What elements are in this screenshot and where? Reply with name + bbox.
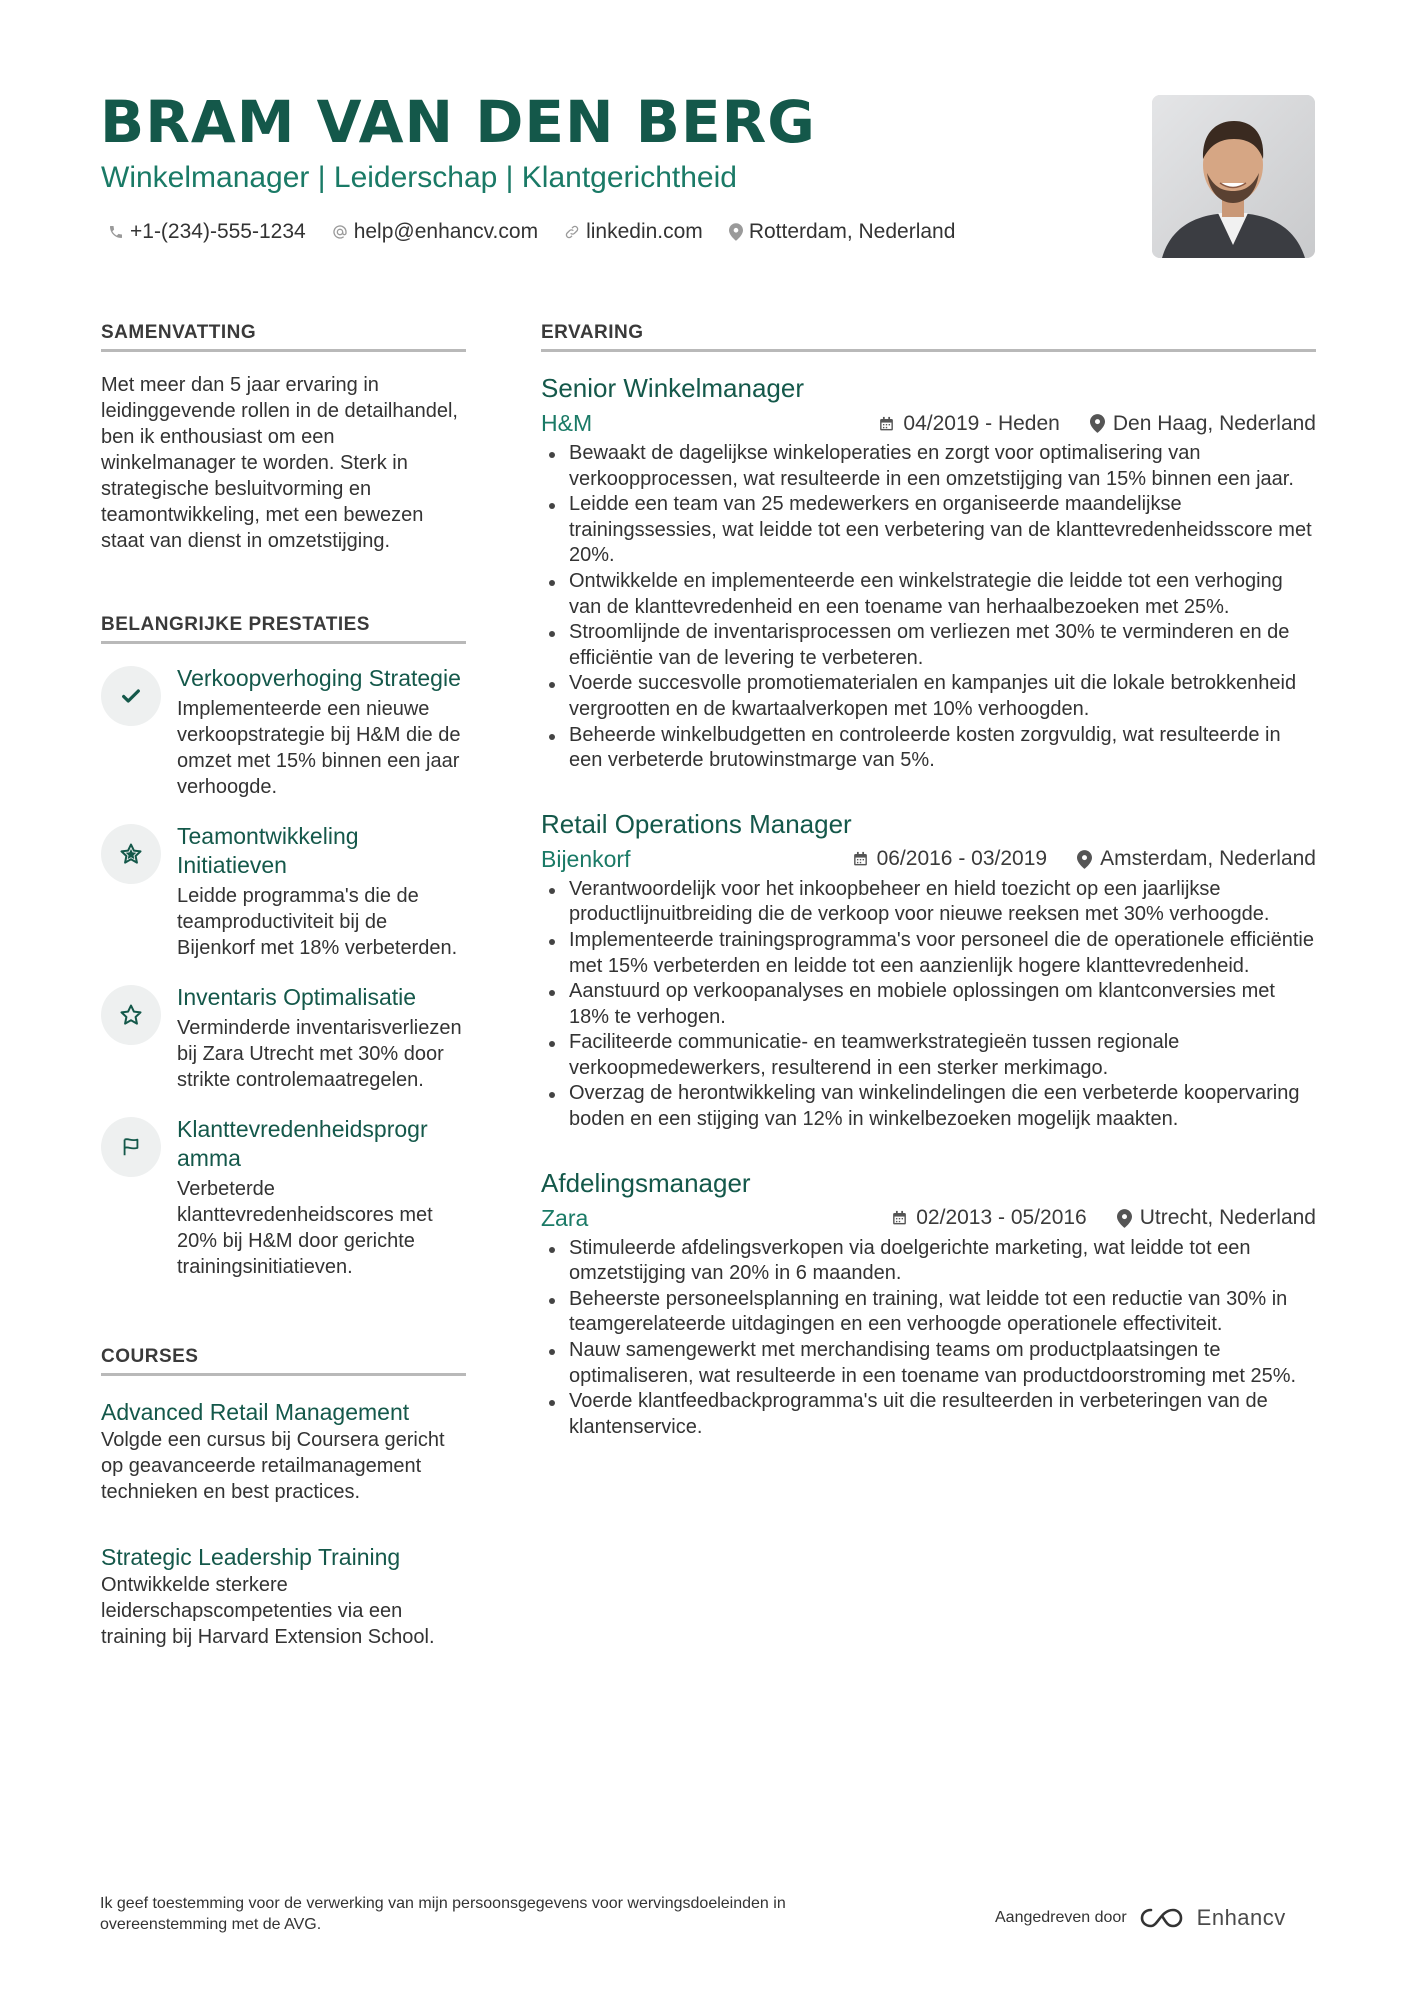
job-bullet: Ontwikkelde en implementeerde een winkelstrategie die leidde tot een verhoging van de klanttevredenheid en een toename van herhaalbezoeken met 25%. [541,569,1316,620]
right-column [541,322,1316,1440]
calendar-icon [891,1209,908,1227]
star-outline-icon [119,1003,143,1027]
course-item [101,1543,466,1650]
achievement-name: Inventaris Optimalisatie [177,984,417,1010]
powered-by[interactable] [995,1905,1286,1931]
at-icon [332,224,348,240]
achievement-name: Verkoopverhoging Strategie [177,665,461,691]
consent-text: Ik geef toestemming voor de verwerking van mijn persoonsgegevens voor wervingsdoeleinden in overeenstemming met de AVG. [100,1895,786,1933]
job-location: Utrecht, Nederland [1139,1206,1316,1230]
achievements-list [101,664,466,1280]
powered-by-label: Aangedreven door [995,1909,1127,1926]
contact-email[interactable] [332,220,538,244]
location-pin-icon [729,223,743,241]
achievement-desc: Leidde programma's die de teamproductiviteit bij de Bijenkorf met 18% verbeterden. [177,885,458,959]
course-desc: Volgde een cursus bij Coursera gericht op geavanceerde retailmanagement technieken en best practices. [101,1429,445,1503]
contact-bar [108,220,955,244]
summary-text: Met meer dan 5 jaar ervaring in leidinggevende rollen in de detailhandel, ben ik enthousiast om een winkelmanager te worden. Sterk in strategische besluitvorming en teamontwikkeling, met een bewezen staat van dienst in omzetstijging. [101,374,458,552]
job-bullet: Voerde succesvolle promotiematerialen en kampanjes uit die lokale betrokkenheid vergrootten en de kwartaalverkopen met 10% verhoogden. [541,671,1316,722]
course-name: Advanced Retail Management [101,1399,410,1425]
location-pin-icon [1077,850,1092,869]
job-location: Den Haag, Nederland [1112,411,1316,435]
contact-location-text: Rotterdam, Nederland [748,220,956,243]
job-entry [541,1167,1316,1441]
job-dates: 06/2016 - 03/2019 [876,847,1048,871]
job-bullet: Overzag de herontwikkeling van winkelindelingen die een verbeterde koopervaring boden en een stijging van 12% in winkelbezoeken mogelijk maakten. [541,1081,1316,1132]
experience-section-title: ERVARING [541,322,1316,352]
job-company: H&M [541,410,593,436]
headline: Winkelmanager | Leiderschap | Klantgerichtheid [101,161,737,194]
job-company: Bijenkorf [541,845,631,872]
job-title: Afdelingsmanager [541,1167,751,1198]
link-icon [564,224,580,240]
left-column [101,322,466,1650]
job-bullet: Bewaakt de dagelijkse winkeloperaties en zorgt voor optimalisering van verkoopprocessen, wat resulteerde in een omzetstijging van 15% binnen een jaar. [541,441,1316,492]
enhancv-logo-icon [1139,1906,1185,1930]
contact-linkedin-text: linkedin.com [586,220,703,243]
achievement-desc: Implementeerde een nieuwe verkoopstrategie bij H&M die de omzet met 15% binnen een jaar verhoogde. [177,698,461,798]
location-pin-icon [1117,1209,1132,1228]
job-title: Senior Winkelmanager [541,373,805,403]
achievement-name: Teamontwikkeling Initiatieven [177,823,359,878]
calendar-icon [852,850,869,868]
job-bullet: Stroomlijnde de inventarisprocessen om verliezen met 30% te verminderen en de efficiëntie van de levering te verbeteren. [541,620,1316,671]
job-company: Zara [541,1204,589,1231]
contact-location [729,220,956,244]
job-bullets [541,441,1316,774]
job-bullet: Faciliteerde communicatie- en teamwerkstrategieën tussen regionale verkoopmedewerkers, resulterend in een sterker merkimago. [541,1030,1316,1081]
job-bullet: Leidde een team van 25 medewerkers en organiseerde maandelijkse trainingssessies, wat leidde tot een verbetering van de klanttevredenheidsscore met 20%. [541,492,1316,569]
achievement-item [101,664,466,800]
phone-icon [108,224,124,240]
job-bullet: Nauw samengewerkt met merchandising teams om productplaatsingen te optimaliseren, wat resulteerde in een toename van productdoorstroming met 25%. [541,1338,1316,1389]
achievement-name: Klanttevredenheidsprogr amma [177,1116,428,1171]
job-bullets [541,877,1316,1133]
profile-photo [1152,95,1315,258]
achievement-item [101,1115,466,1280]
contact-phone[interactable] [108,220,306,244]
summary-section-title: SAMENVATTING [101,322,466,352]
courses-section-title: COURSES [101,1346,466,1376]
flag-icon [120,1136,142,1158]
job-bullet: Implementeerde trainingsprogramma's voor personeel die de operationele efficiëntie met 15% verbeterden en leidde tot een aanzienlijk hogere klanttevredenheid. [541,928,1316,979]
job-bullet: Voerde klantfeedbackprogramma's uit die resulteerden in verbeteringen van de klantenservice. [541,1389,1316,1440]
calendar-icon [878,415,895,433]
contact-phone-text: +1-(234)-555-1234 [130,220,306,243]
course-desc: Ontwikkelde sterkere leiderschapscompetenties via een training bij Harvard Extension School. [101,1574,435,1648]
course-name: Strategic Leadership Training [101,1544,401,1570]
job-entry [541,372,1316,774]
brand-name: Enhancv [1196,1905,1286,1930]
job-bullets [541,1236,1316,1441]
achievement-desc: Verbeterde klanttevredenheidscores met 20% bij H&M door gerichte trainingsinitiatieven. [177,1178,433,1278]
candidate-name: BRAM VAN DEN BERG [100,88,816,156]
location-pin-icon [1090,414,1105,433]
job-title: Retail Operations Manager [541,808,852,839]
job-dates: 04/2019 - Heden [903,411,1060,435]
achievement-item [101,822,466,961]
check-icon [120,685,142,707]
job-bullet: Aanstuurd op verkoopanalyses en mobiele oplossingen om klantconversies met 18% te verhogen. [541,979,1316,1030]
achievement-desc: Verminderde inventarisverliezen bij Zara Utrecht met 30% door strikte controlemaatregelen. [177,1017,462,1091]
job-dates: 02/2013 - 05/2016 [916,1206,1087,1230]
achievement-item [101,983,466,1093]
course-item [101,1398,466,1505]
achievements-section-title: BELANGRIJKE PRESTATIES [101,614,466,644]
contact-linkedin[interactable] [564,220,703,244]
job-bullet: Stimuleerde afdelingsverkopen via doelgerichte marketing, wat leidde tot een omzetstijging van 20% in 6 maanden. [541,1236,1316,1287]
star-filled-icon [119,842,143,866]
job-location: Amsterdam, Nederland [1100,847,1316,871]
job-bullet: Verantwoordelijk voor het inkoopbeheer en hield toezicht op een jaarlijkse productlijnuitbreiding die de verkoop voor nieuwe reeksen met 30% verhoogde. [541,877,1316,928]
job-bullet: Beheerde winkelbudgetten en controleerde kosten zorgvuldig, wat resulteerde in een verbeterde brutowinstmarge van 5%. [541,723,1316,774]
job-bullet: Beheerste personeelsplanning en training, wat leidde tot een reductie van 30% in teamgerelateerde uitdagingen en een verhoogde operationele effectiviteit. [541,1287,1316,1338]
job-entry [541,808,1316,1133]
contact-email-text: help@enhancv.com [353,220,539,243]
